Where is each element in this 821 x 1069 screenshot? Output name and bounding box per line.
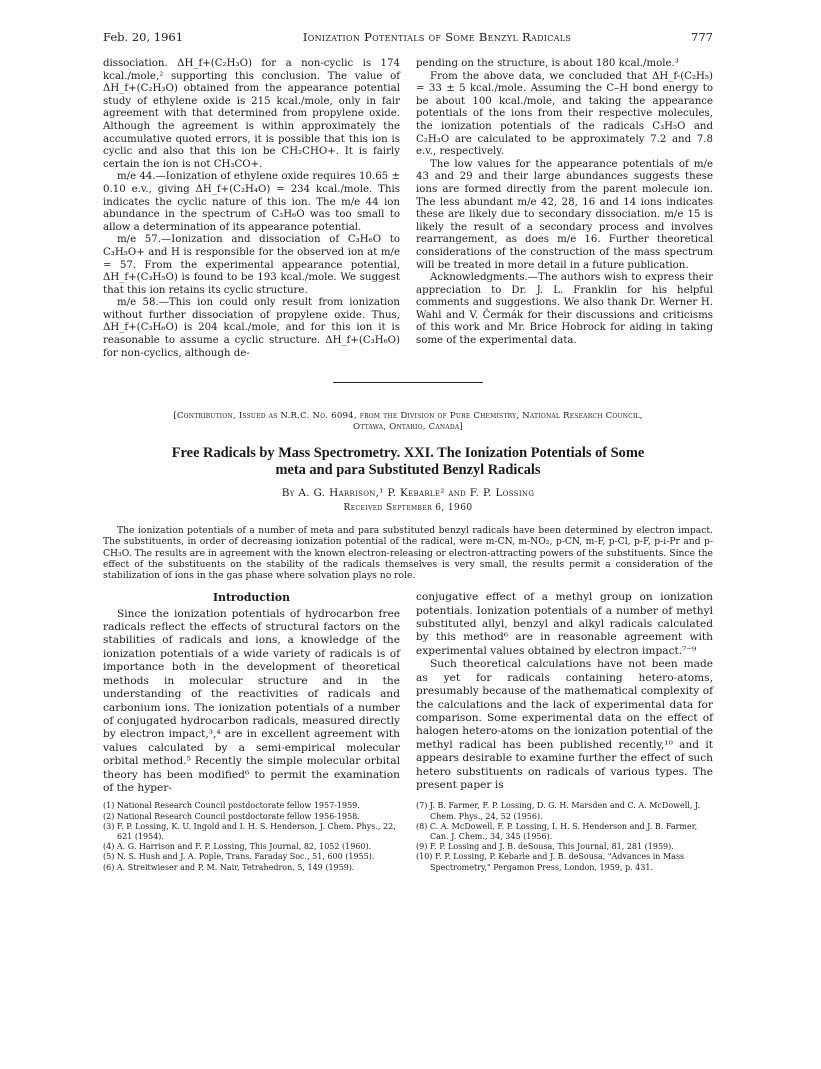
footnote: (4) A. G. Harrison and F. P. Lossing, This Journal, 82, 1052 (1960).: [103, 842, 372, 852]
paragraph: The low values for the appearance potentials of m/e 43 and 29 and their large abundances suggests these ions are formed directly from the parent molecule ion. The less abundant m/e 42, 28, 16 and 14 ions indicates these are likely due to secondary dissociation. m/e 15 is likely the result of a secondary process and involves rearrangement, as does m/e 16. Further theoretical considerations of the construction of the mass spectrum will be treated in more detail in a future publication.: [416, 158, 713, 271]
section-divider: [333, 382, 483, 383]
left-column: [103, 58, 400, 360]
paragraph: m/e 57.—Ionization and dissociation of C₃H₆O to C₃H₅O+ and H is responsible for the observed ion at m/e = 57. From the experimental appearance potential, ΔH_f+(C₃H₅O) is found to be 193 kcal./mole. We suggest that this ion retains its cyclic structure.: [103, 234, 400, 296]
paragraph: m/e 44.—Ionization of ethylene oxide requires 10.65 ± 0.10 e.v., giving ΔH_f+(C₂H₄O) = 234 kcal./mole. This indicates the cyclic nature of this ion. The m/e 44 ion abundance in the spectrum of C₃H₆O was too small to allow a determination of its appearance potential.: [103, 171, 400, 233]
footnotes-left: [103, 801, 400, 872]
footnote: (6) A. Streitwieser and P. M. Nair, Tetrahedron, 5, 149 (1959).: [103, 862, 355, 872]
paragraph: pending on the structure, is about 180 kcal./mole.³: [416, 58, 679, 69]
issue-date: Feb. 20, 1961: [103, 30, 184, 44]
section-heading: Introduction: [213, 591, 290, 605]
acknowledgments: Acknowledgments.—The authors wish to express their appreciation to Dr. J. L. Franklin for his helpful comments and suggestions. We also thank Dr. Werner H. Wahl and V. Čermák for their discussions and criticisms of this work and Mr. Brice Hobrock for aiding in taking some of the experimental data.: [416, 272, 713, 347]
footnote: (7) J. B. Farmer, F. P. Lossing, D. G. H. Marsden and C. A. McDowell, J. Chem. Phys., 24, 52 (1956).: [416, 801, 701, 821]
footnotes-right: [416, 801, 713, 872]
received-date: Received September 6, 1960: [343, 503, 473, 514]
contribution-note: [103, 411, 713, 433]
title-line-1: Free Radicals by Mass Spectrometry. XXI. The Ionization Potentials of Some: [171, 445, 645, 462]
paragraph: Since the ionization potentials of hydrocarbon free radicals reflect the effects of structural factors on the stabilities of radicals and ions, a knowledge of the ionization potentials of a wide variety of radicals is of importance both in the development of theoretical methods in molecular structure and in the understanding of the reactivities of radicals and carbonium ions. The ionization potentials of a number of conjugated hydrocarbon radicals, measured directly by electron impact,³,⁴ are in excellent agreement with values calculated by a semi-empirical molecular orbital method.⁵ Recently the simple molecular orbital theory has been modified⁶ to permit the examination of the hyper-: [103, 607, 400, 794]
title-line-2: meta and para Substituted Benzyl Radicals: [275, 462, 541, 479]
body-right-column: [416, 591, 713, 795]
article-title: [103, 445, 713, 479]
paragraph: From the above data, we concluded that ΔH_f-(C₂H₅) = 33 ± 5 kcal./mole. Assuming the C–H bond energy to be about 100 kcal./mole, and taking the appearance potentials of the ions from their respective molecules, the ionization potentials of the radicals C₃H₅O and C₂H₃O are calculated to be approximately 7.2 and 7.8 e.v., respectively.: [416, 70, 713, 158]
body-left-column: [103, 591, 400, 795]
footnotes: [103, 801, 713, 872]
footnote: (2) National Research Council postdoctorate fellow 1956-1958.: [103, 811, 360, 821]
running-head: [103, 30, 713, 50]
abstract: The ionization potentials of a number of meta and para substituted benzyl radicals have been determined by electron impact. The substituents, in order of decreasing ionization potential of the radical, were m-CN, m-NO₂, p-CN, m-F, p-Cl, p-F, p-i-Pr and p-CH₃O. The results are in agreement with the known electron-releasing or electron-attracting powers of the substituents. Since the effect of the substituents on the stability of the radicals themselves is very small, the results permit a consideration of the stabilization of ions in the gas phase where solvation plays no role.: [103, 525, 713, 582]
contribution-line-2: Ottawa, Ontario, Canada]: [353, 422, 463, 433]
journal-page: [103, 30, 713, 873]
page-number: 777: [691, 30, 713, 44]
footnote: (8) C. A. McDowell, F. P. Lossing, I. H. S. Henderson and J. B. Farmer, Can. J. Chem., 34, 345 (1956).: [416, 821, 698, 841]
paragraph: m/e 58.—This ion could only result from ionization without further dissociation of propylene oxide. Thus, ΔH_f+(C₃H₆O) is 204 kcal./mole, and for this ion it is reasonable to assume a cyclic structure. ΔH_f+(C₃H₆O) for non-cyclics, although de-: [103, 297, 400, 359]
paragraph: Such theoretical calculations have not been made as yet for radicals containing hetero-atoms, presumably because of the mathematical complexity of the calculations and the lack of experimental data for comparison. Some experimental data on the effect of halogen hetero-atoms on the ionization potential of the methyl radical has been published recently,¹⁰ and it appears desirable to examine further the effect of such hetero substituents on radicals of various types. The present paper is: [416, 658, 713, 791]
contribution-line-1: [Contribution, Issued as N.R.C. No. 6094, from the Division of Pure Chemistry, National Research Council,: [173, 411, 643, 422]
footnote: (5) N. S. Hush and J. A. Pople, Trans. Faraday Soc., 51, 600 (1955).: [103, 852, 375, 862]
footnote: (10) F. P. Lossing, P. Kebarle and J. B. deSousa, "Advances in Mass Spectrometry," Pergamon Press, London, 1959, p. 431.: [416, 852, 685, 872]
paragraph: conjugative effect of a methyl group on ionization potentials. Ionization potentials of a number of methyl substituted allyl, benzyl and alkyl radicals calculated by this method⁶ are in reasonable agreement with experimental values obtained by electron impact.⁷⁻⁹: [416, 591, 713, 657]
footnote: (1) National Research Council postdoctorate fellow 1957-1959.: [103, 801, 360, 811]
previous-article-continuation: [103, 58, 713, 360]
running-title: Ionization Potentials of Some Benzyl Radicals: [302, 30, 572, 44]
footnote: (3) F. P. Lossing, K. U. Ingold and I. H. S. Henderson, J. Chem. Phys., 22, 621 (1954).: [103, 821, 396, 841]
footnote: (9) F. P. Lossing and J. B. deSousa, This Journal, 81, 281 (1959).: [416, 842, 674, 852]
authors: By A. G. Harrison,¹ P. Kebarle² and F. P. Lossing: [281, 487, 535, 500]
article-body: [103, 591, 713, 795]
paragraph: dissociation. ΔH_f+(C₂H₃O) for a non-cyclic is 174 kcal./mole,² supporting this conclusion. The value of ΔH_f+(C₂H₃O) obtained from the appearance potential study of ethylene oxide is 215 kcal./mole, only in fair agreement with that determined from propylene oxide. Although the agreement is within approximately the accumulative quoted errors, it is possible that this ion is cyclic and also that this ion be CH₂CHO+. It is fairly certain the ion is not CH₃CO+.: [103, 58, 400, 170]
right-column: [416, 58, 713, 360]
